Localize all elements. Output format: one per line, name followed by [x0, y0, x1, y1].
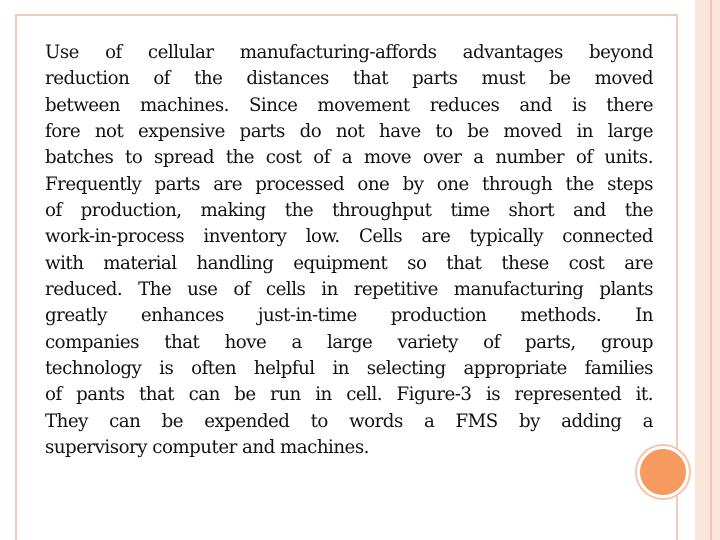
paragraph-line: They can be expended to words a FMS by adding a	[45, 410, 653, 432]
paragraph-line: technology is often helpful in selecting appropriate families	[45, 358, 653, 380]
paragraph-line: work-in-process inventory low. Cells are typically connected	[45, 226, 653, 248]
paragraph-line: Use of cellular manufacturing-affords advantages beyond	[45, 42, 653, 63]
paragraph-line: supervisory computer and machines.	[45, 437, 369, 459]
paragraph-line: reduction of the distances that parts must be moved	[45, 68, 653, 90]
paragraph-line: fore not expensive parts do not have to be moved in large	[45, 121, 653, 143]
decorative-side-line	[710, 0, 712, 540]
paragraph-line: Frequently parts are processed one by one through the steps	[45, 173, 653, 195]
paragraph-line: companies that hove a large variety of parts, group	[45, 331, 653, 353]
slide-body-paragraph	[45, 40, 653, 462]
paragraph-line: batches to spread the cost of a move over a number of units.	[45, 147, 653, 169]
paragraph-line: of pants that can be run in cell. Figure-3 is represented it.	[45, 384, 653, 406]
paragraph-line: greatly enhances just-in-time production methods. In	[45, 305, 653, 327]
decorative-side-strip	[695, 0, 720, 540]
paragraph-line: reduced. The use of cells in repetitive manufacturing plants	[45, 279, 653, 301]
paragraph-line: between machines. Since movement reduces and is there	[45, 94, 653, 116]
paragraph-line: with material handling equipment so that these cost are	[45, 252, 653, 274]
decorative-orange-circle-icon	[640, 449, 686, 495]
paragraph-line: of production, making the throughput time short and the	[45, 200, 653, 222]
